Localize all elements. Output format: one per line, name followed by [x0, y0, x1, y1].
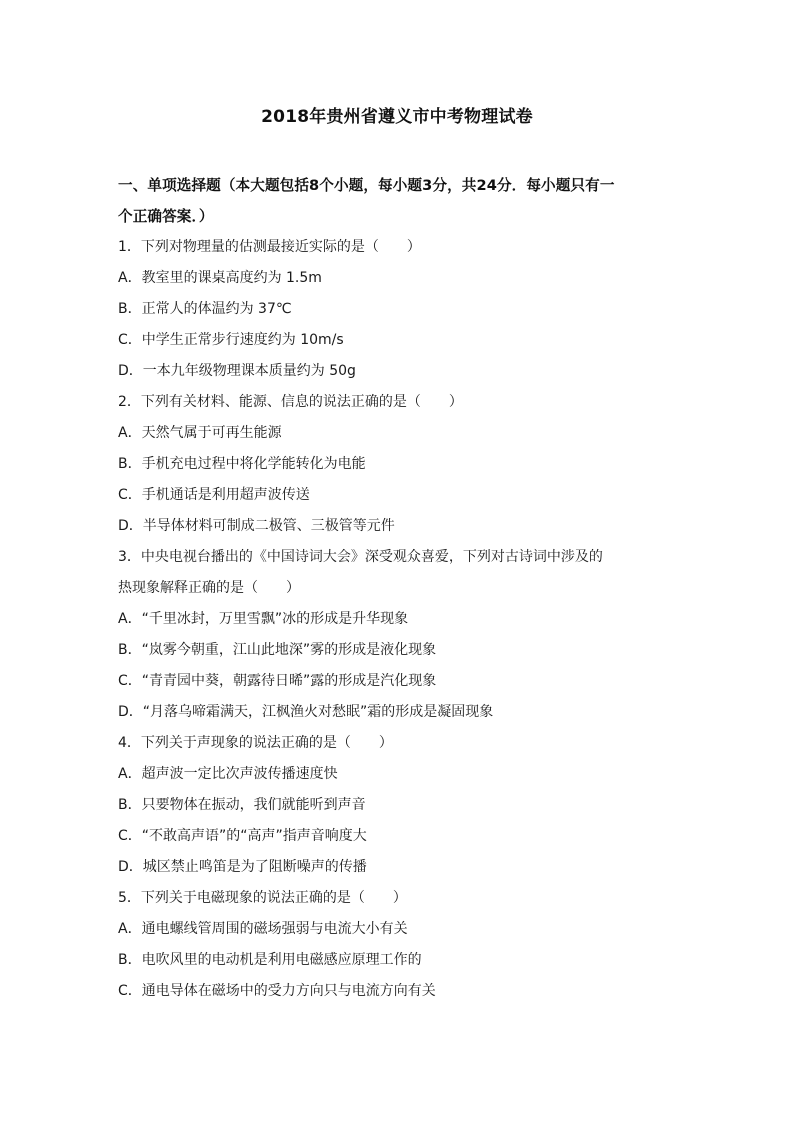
question-5: 5．下列关于电磁现象的说法正确的是（ ） [118, 890, 407, 906]
section-heading-line-1: 一、单项选择题（本大题包括8个小题，每小题3分，共24分．每小题只有一 [118, 177, 615, 194]
q4-option-a: A．超声波一定比次声波传播速度快 [118, 766, 338, 782]
q4-option-b: B．只要物体在振动，我们就能听到声音 [118, 797, 366, 813]
q1-option-c: C．中学生正常步行速度约为 10m/s [118, 332, 344, 348]
q3-option-d: D．“月落乌啼霜满天，江枫渔火对愁眠”霜的形成是凝固现象 [118, 704, 494, 720]
question-1: 1．下列对物理量的估测最接近实际的是（ ） [118, 239, 421, 255]
page-title: 2018年贵州省遵义市中考物理试卷 [261, 107, 533, 127]
question-3-continued: 热现象解释正确的是（ ） [118, 580, 300, 596]
section-heading [118, 170, 684, 232]
q2-option-d: D．半导体材料可制成二极管、三极管等元件 [118, 518, 395, 534]
q1-option-d: D．一本九年级物理课本质量约为 50g [118, 363, 356, 379]
q1-option-a: A．教室里的课桌高度约为 1.5m [118, 270, 322, 286]
q5-option-c: C．通电导体在磁场中的受力方向只与电流方向有关 [118, 983, 436, 999]
question-list [118, 232, 684, 1007]
q4-option-c: C．“不敢高声语”的“高声”指声音响度大 [118, 828, 367, 844]
q5-option-a: A．通电螺线管周围的磁场强弱与电流大小有关 [118, 921, 408, 937]
q3-option-a: A．“千里冰封，万里雪飘”冰的形成是升华现象 [118, 611, 409, 627]
q5-option-b: B．电吹风里的电动机是利用电磁感应原理工作的 [118, 952, 422, 968]
question-3: 3．中央电视台播出的《中国诗词大会》深受观众喜爱，下列对古诗词中涉及的 [118, 549, 603, 565]
q2-option-b: B．手机充电过程中将化学能转化为电能 [118, 456, 366, 472]
q4-option-d: D．城区禁止鸣笛是为了阻断噪声的传播 [118, 859, 367, 875]
q3-option-c: C．“青青园中葵，朝露待日晞”露的形成是汽化现象 [118, 673, 437, 689]
q1-option-b: B．正常人的体温约为 37℃ [118, 301, 292, 317]
section-heading-line-2: 个正确答案．） [118, 208, 214, 225]
q2-option-a: A．天然气属于可再生能源 [118, 425, 282, 441]
question-4: 4．下列关于声现象的说法正确的是（ ） [118, 735, 393, 751]
q2-option-c: C．手机通话是利用超声波传送 [118, 487, 310, 503]
question-2: 2．下列有关材料、能源、信息的说法正确的是（ ） [118, 394, 463, 410]
q3-option-b: B．“岚雾今朝重，江山此地深”雾的形成是液化现象 [118, 642, 437, 658]
